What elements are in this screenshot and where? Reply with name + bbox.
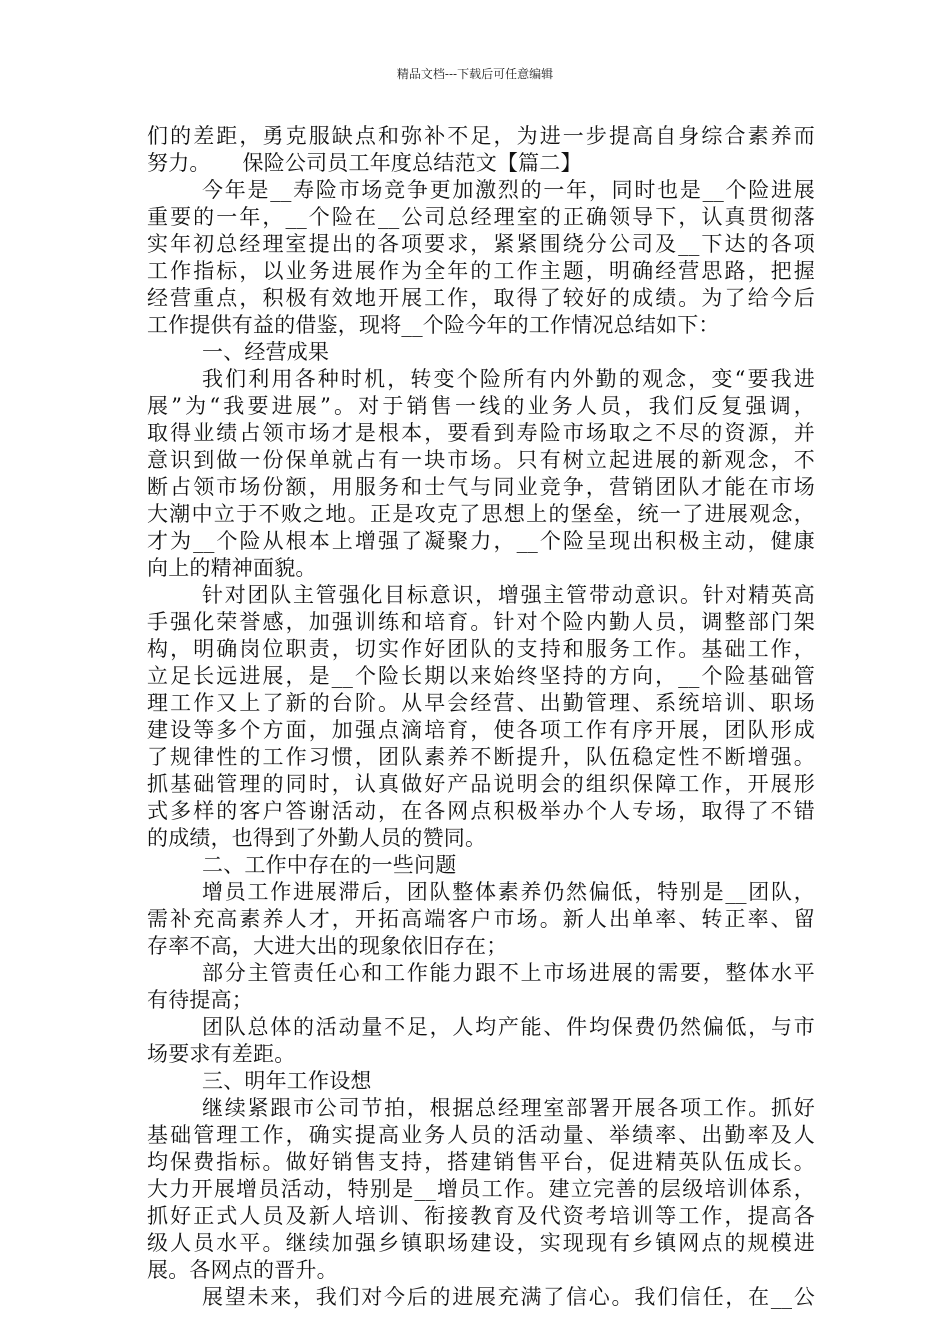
text-line: 努力。 保险公司员工年度总结范文【篇二】 (147, 151, 582, 175)
text-line: 团队总体的活动量不足，人均产能、件均保费仍然偏低，与市 (202, 1015, 815, 1039)
text-line: 的成绩，也得到了外勤人员的赞同。 (147, 826, 487, 850)
text-line: 展。各网点的晋升。 (147, 1258, 338, 1282)
text-line: 增员工作进展滞后，团队整体素养仍然偏低，特别是__团队， (202, 880, 815, 904)
text-line: 针对团队主管强化目标意识，增强主管带动意识。针对精英高 (202, 583, 815, 607)
text-line: 部分主管责任心和工作能力跟不上市场进展的需要，整体水平 (202, 961, 815, 985)
text-line: 今年是__寿险市场竞争更加激烈的一年，同时也是__个险进展 (202, 178, 815, 202)
text-line: 抓基础管理的同时，认真做好产品说明会的组织保障工作，开展形 (147, 772, 815, 796)
text-line: 大潮中立于不败之地。正是攻克了思想上的堡垒，统一了进展观念， (147, 502, 815, 526)
text-line: 重要的一年，__个险在__公司总经理室的正确领导下，认真贯彻落 (147, 205, 815, 229)
page-header: 精品文档---下载后可任意编辑 (396, 67, 554, 81)
text-line: 向上的精神面貌。 (147, 556, 317, 580)
text-line: 们的差距，勇克服缺点和弥补不足，为进一步提高自身综合素养而 (147, 124, 815, 148)
text-line: 有待提高； (147, 988, 253, 1012)
text-line: 断占领市场份额，用服务和士气与同业竞争，营销团队才能在市场 (147, 475, 815, 499)
text-line: 才为__个险从根本上增强了凝聚力，__个险呈现出积极主动，健康 (147, 529, 815, 553)
section-heading: 二、工作中存在的一些问题 (202, 853, 457, 877)
text-line: 场要求有差距。 (147, 1042, 296, 1066)
text-line: 工作指标，以业务进展作为全年的工作主题，明确经营思路，把握 (147, 259, 815, 283)
text-line: 立足长远进展，是__个险长期以来始终坚持的方向，__个险基础管 (147, 664, 815, 688)
section-heading: 三、明年工作设想 (202, 1069, 372, 1093)
text-line: 构，明确岗位职责，切实作好团队的支持和服务工作。基础工作， (147, 637, 815, 661)
text-line: 我们利用各种时机，转变个险所有内外勤的观念，变“要我进 (202, 367, 815, 391)
text-line: 经营重点，积极有效地开展工作，取得了较好的成绩。为了给今后 (147, 286, 815, 310)
text-line: 级人员水平。继续加强乡镇职场建设，实现现有乡镇网点的规模进 (147, 1231, 815, 1255)
text-line: 实年初总经理室提出的各项要求，紧紧围绕分公司及__下达的各项 (147, 232, 815, 256)
document-body (147, 123, 815, 1311)
text-line: 需补充高素养人才，开拓高端客户市场。新人出单率、转正率、留 (147, 907, 815, 931)
text-line: 手强化荣誉感，加强训练和培育。针对个险内勤人员，调整部门架 (147, 610, 815, 634)
text-line: 展望未来，我们对今后的进展充满了信心。我们信任，在__公 (202, 1285, 815, 1309)
text-line: 式多样的客户答谢活动，在各网点积极举办个人专场，取得了不错 (147, 799, 815, 823)
text-line: 继续紧跟市公司节拍，根据总经理室部署开展各项工作。抓好 (202, 1096, 815, 1120)
text-line: 存率不高，大进大出的现象依旧存在； (147, 934, 508, 958)
text-line: 均保费指标。做好销售支持，搭建销售平台，促进精英队伍成长。 (147, 1150, 815, 1174)
text-line: 理工作又上了新的台阶。从早会经营、出勤管理、系统培训、职场 (147, 691, 815, 715)
text-line: 基础管理工作，确实提高业务人员的活动量、举绩率、出勤率及人 (147, 1123, 815, 1147)
text-line: 取得业绩占领市场才是根本，要看到寿险市场取之不尽的资源，并 (147, 421, 815, 445)
section-heading: 一、经营成果 (202, 340, 330, 364)
text-line: 了规律性的工作习惯，团队素养不断提升，队伍稳定性不断增强。 (147, 745, 815, 769)
text-line: 展”为“我要进展”。对于销售一线的业务人员，我们反复强调， (147, 394, 815, 418)
text-line: 意识到做一份保单就占有一块市场。只有树立起进展的新观念，不 (147, 448, 815, 472)
text-line: 抓好正式人员及新人培训、衔接教育及代资考培训等工作，提高各 (147, 1204, 815, 1228)
text-line: 工作提供有益的借鉴，现将__个险今年的工作情况总结如下： (147, 313, 720, 337)
text-line: 建设等多个方面，加强点滴培育，使各项工作有序开展，团队形成 (147, 718, 815, 742)
text-line: 大力开展增员活动，特别是__增员工作。建立完善的层级培训体系， (147, 1177, 815, 1201)
